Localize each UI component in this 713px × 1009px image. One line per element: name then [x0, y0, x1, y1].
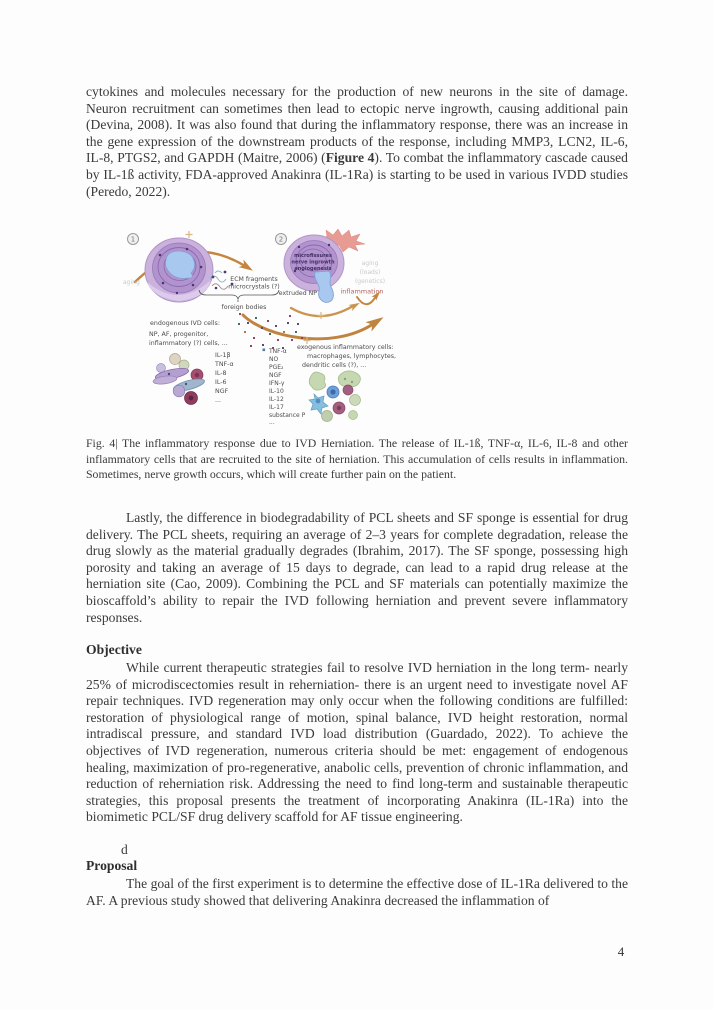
exogenous-cell-cluster	[309, 371, 361, 422]
loads-label: (loads)	[359, 269, 381, 276]
step-1-label: 1	[130, 235, 136, 244]
cyto-mid-item: ...	[269, 419, 275, 426]
inflammatory-response-illustration	[117, 227, 531, 434]
sparkle-icon	[318, 312, 325, 319]
paragraph-intro	[86, 84, 628, 200]
disc2-label-line1: microfissures	[294, 253, 332, 259]
cyto-mid-item: TNF-α	[269, 348, 287, 355]
ecm-label-line1: ECM fragments	[230, 276, 278, 283]
inflammation-label: inflammation	[340, 287, 384, 296]
sparkle-icon	[186, 231, 193, 238]
stray-character: d	[121, 842, 128, 857]
endogenous-cell-cluster	[153, 354, 206, 405]
cyto-left-item: ...	[215, 397, 222, 404]
proposal-heading: Proposal	[86, 858, 138, 873]
bullet-icon	[263, 349, 266, 352]
cytokine-list-middle	[263, 348, 306, 426]
paragraph-proposal: The goal of the first experiment is to determine the effective dose of IL-1Ra delivered to the AF. A previous study showed that delivering Anakinra decreased the inflammation of	[86, 876, 628, 908]
figure-4-diagram	[117, 227, 531, 434]
cyto-mid-item: IL-12	[269, 396, 284, 403]
aging-right-label: aging	[361, 260, 379, 267]
cytokine-list-left	[214, 352, 234, 404]
genetics-label: (genetics)	[354, 278, 386, 285]
cyto-mid-item: IL-10	[269, 388, 284, 395]
paragraph-intro-text: cytokines and molecules necessary for the production of new neurons in the site of damage. Neuron recruitment can sometimes then lead to ectopic nerve ingrowth, causing additional pain (Devina, 2008). It was also found that during the inflammatory response, there was an increase in the gene expression of the downstream products of the response, including MMP3, LCN2, IL-6, IL-8, PTGS2, and GAPDH (Maitre, 2006) (	[86, 84, 628, 166]
cyto-left-item: NGF	[215, 388, 229, 395]
paragraph-intro-text-cont: ). To combat the inflammatory cascade caused by IL-1ß activity, FDA-approved Anakinra (IL-1Ra) is starting to be used in various IVDD studies (Peredo, 2022).	[86, 150, 628, 199]
endogenous-label-line1: endogenous IVD cells:	[150, 320, 220, 327]
cyto-left-item: IL-8	[215, 370, 227, 377]
endogenous-label-line3: inflammatory (?) cells, ...	[149, 340, 228, 347]
cyto-left-item: TNF-α	[215, 361, 234, 368]
paragraph-objective: While current therapeutic strategies fail to resolve IVD herniation in the long term- nearly 25% of microdiscectomies result in reherniation- there is an urgent need to investigate novel AF repair techniques. IVD regeneration may only occur when the following conditions are fulfilled: restoration of physiological range of motion, spinal balance, IVD height restoration, normal intradiscal pressure, and standard IVD load distribution (Guardado, 2022). To achieve the objectives of IVD regeneration, numerous criteria should be met: engagement of endogenous healing, maximization of pro-regenerative, anabolic cells, prevention of chronic inflammation, and reduction of reherniation risk. Addressing the need to find long-term and sustainable therapeutic strategies, this proposal presents the treatment of incorporating Anakinra (IL-1Ra) into the biomimetic PCL/SF drug delivery scaffold for AF tissue engineering.	[86, 660, 628, 825]
step-2-label: 2	[278, 235, 284, 244]
paragraph-biodegradability: Lastly, the difference in biodegradability of PCL sheets and SF sponge is essential for drug delivery. The PCL sheets, requiring an average of 2–3 years for complete degradation, release the drug slowly as the material gradually degrades (Ibrahim, 2017). The SF sponge, possessing high porosity and taking an average of 15 days to degrade, can lead to a rapid drug release at the herniation site (Cao, 2009). Combining the PCL and SF materials can potentially maximize the bioscaffold’s ability to repair the IVD following herniation and prevent severe inflammatory responses.	[86, 510, 628, 625]
ecm-label-line2: microcrystals (?)	[228, 283, 280, 291]
arrow-swoosh	[243, 312, 387, 344]
cyto-mid-item: substance P	[269, 412, 306, 419]
objective-heading: Objective	[86, 642, 142, 657]
foreign-bodies-label: foreign bodies	[221, 304, 267, 311]
cyto-left-item: IL-6	[215, 379, 227, 386]
cyto-mid-item: IL-17	[269, 404, 284, 411]
disc2-label-line3: angiogenesis	[294, 266, 332, 272]
figure-4-reference: Figure 4	[325, 150, 375, 166]
step-2-badge	[276, 234, 287, 245]
cyto-mid-item: PGE₂	[269, 364, 284, 371]
aging-left-label: aging	[123, 279, 140, 286]
exogenous-label-line1: exogenous inflammatory cells:	[297, 344, 394, 351]
step-1-badge	[128, 234, 139, 245]
endogenous-label-line2: NP, AF, progenitor,	[149, 331, 209, 338]
cyto-mid-item: NO	[269, 356, 279, 363]
exogenous-label-line3: dendritic cells (?), ...	[302, 362, 367, 369]
disc2-label-line2: nerve ingrowth	[291, 259, 335, 266]
cyto-left-item: IL-1β	[215, 352, 231, 359]
healthy-disc-illustration	[145, 238, 213, 302]
cyto-mid-item: IFN-γ	[269, 380, 285, 387]
brace	[199, 290, 279, 302]
page-number: 4	[617, 944, 625, 959]
figure-caption: Fig. 4| The inflammatory response due to IVD Herniation. The release of IL-1ß, TNF-α, IL-6, IL-8 and other inflammatory cells that are recruited to the site of herniation. This accumulation of cells results in inflammation. Sometimes, nerve growth occurs, which will create further pain on the patient.	[86, 436, 628, 482]
extruded-np-label: extruded NP	[278, 290, 317, 297]
exogenous-label-line2: macrophages, lymphocytes,	[307, 353, 397, 360]
cyto-mid-item: NGF	[269, 372, 282, 379]
